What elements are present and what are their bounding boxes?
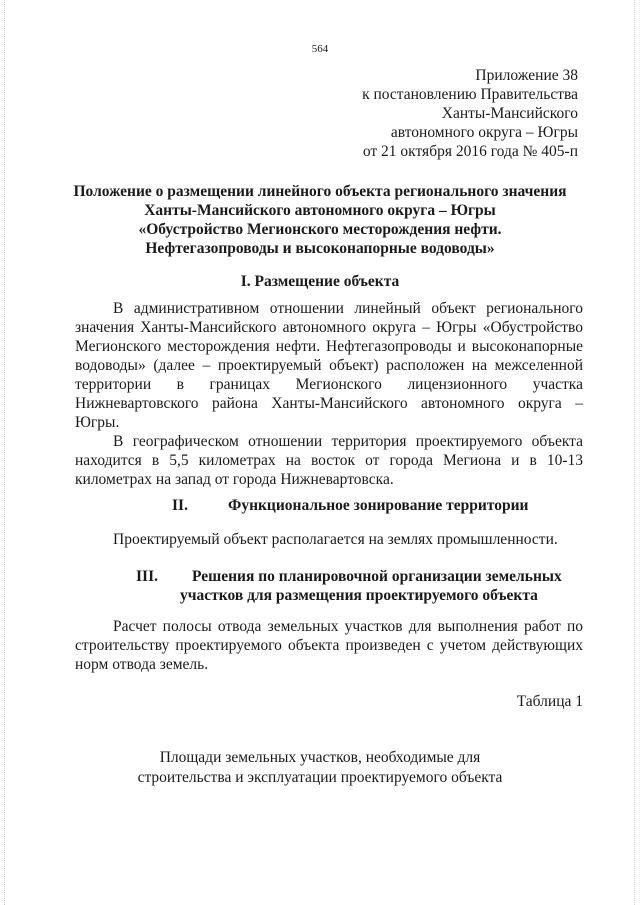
title-line: «Обустройство Мегионского месторождения нефти. [138,221,502,238]
section-2-paragraph: Проектируемый объект располагается на землях промышленности. [113,531,558,548]
section-3-title-line-2: участков для размещения проектируемого объекта [180,587,538,604]
section-3-number: III. [136,568,158,585]
section-1-heading: I. Размещение объекта [240,273,400,290]
section-1-body [75,299,583,489]
appendix-line: к постановлению Правительства [362,86,578,103]
table-caption-line: строительства и эксплуатации проектируемого объекта [137,769,503,786]
section-2-title: Функциональное зонирование территории [228,497,529,514]
title-line: Ханты-Мансийского автономного округа – Югры [144,202,496,219]
title-line: Положение о размещении линейного объекта регионального значения [73,183,567,200]
section-3-body [75,617,583,674]
section-1-paragraph-2: В географическом отношении территория проектируемого объекта находится в 5,5 километрах на восток от города Мегиона и в 10-13 километрах на запад от города Нижневартовска. [75,433,583,488]
appendix-line: Ханты-Мансийского [441,105,578,122]
section-2-number: II. [172,497,188,514]
appendix-line: автономного округа – Югры [390,124,578,141]
appendix-line: от 21 октября 2016 года № 405-п [362,143,578,160]
appendix-block [362,66,578,161]
table-label: Таблица 1 [516,693,583,710]
page-number: 564 [311,43,329,55]
appendix-line: Приложение 38 [475,67,578,84]
title-line: Нефтегазопроводы и высоконапорные водоводы» [145,240,495,257]
section-2-body [75,530,583,549]
table-caption-line: Площади земельных участков, необходимые для [159,749,481,766]
section-3-title-line-1: Решения по планировочной организации земельных [192,568,562,585]
section-2-heading [172,496,528,515]
section-1-paragraph-1: В административном отношении линейный объект регионального значения Ханты-Мансийского автономного округа – Югры «Обустройство Мегионского месторождения нефти. Нефтегазопроводы и высоконапорные водоводы» (далее – проектируемый объект) расположен на межселенной территории в границах Мегионского лицензионного участка Нижневартовского района Ханты-Мансийского автономного округа – Югры. [75,300,583,431]
section-3-heading [136,567,562,605]
section-3-paragraph: Расчет полосы отвода земельных участков для выполнения работ по строительству проектируемого объекта произведен с учетом действующих норм отвода земель. [75,618,583,673]
document-title [60,182,580,258]
table-caption [0,748,640,788]
